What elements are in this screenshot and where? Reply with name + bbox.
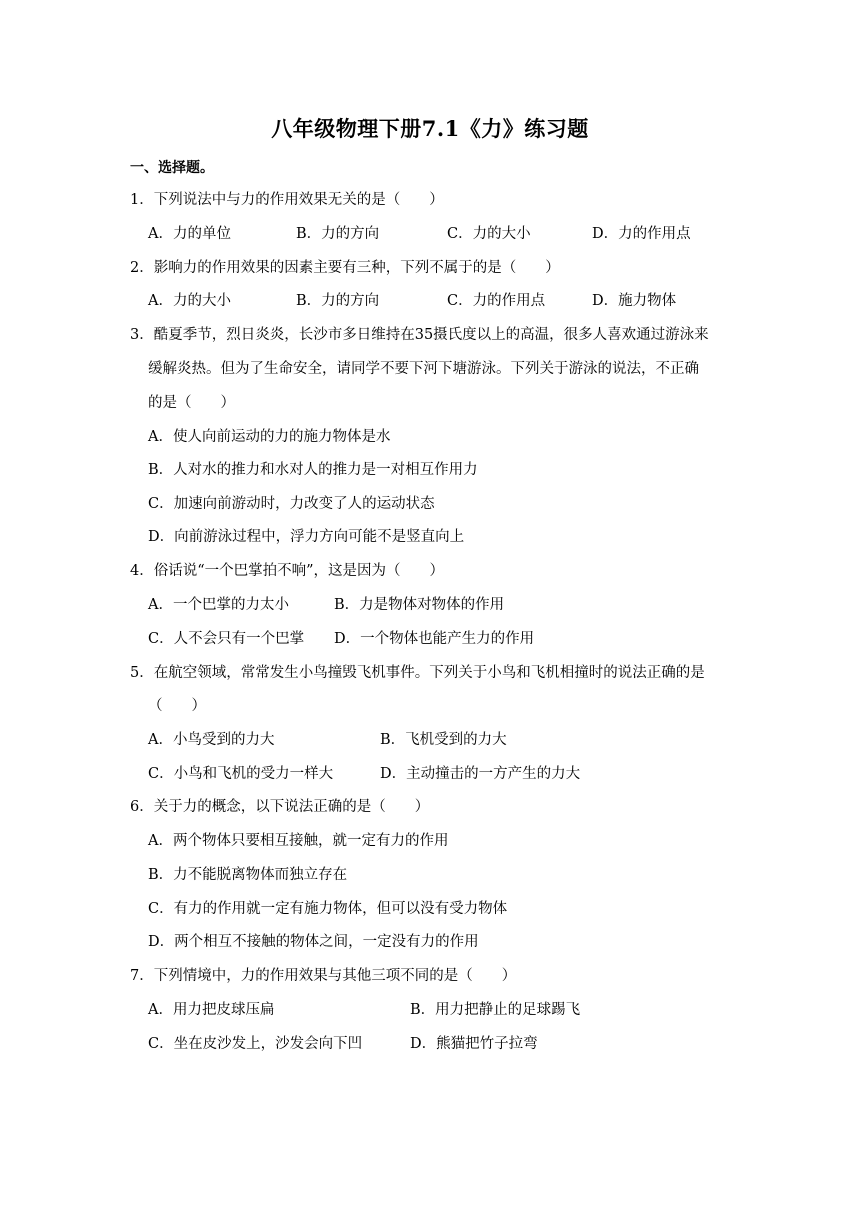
question-4-option-b: B．力是物体对物体的作用 — [334, 597, 505, 613]
question-5-stem-line-1: 5．在航空领域，常常发生小鸟撞毁飞机事件。下列关于小鸟和飞机相撞时的说法正确的是 — [130, 665, 705, 681]
question-2-option-d: D．施力物体 — [592, 293, 677, 309]
question-6-stem: 6．关于力的概念，以下说法正确的是（ ） — [130, 799, 430, 815]
question-6-option-d: D．两个相互不接触的物体之间，一定没有力的作用 — [148, 934, 479, 950]
question-2-stem: 2．影响力的作用效果的因素主要有三种，下列不属于的是（ ） — [130, 260, 560, 276]
question-3-stem-line-1: 3．酷夏季节，烈日炎炎，长沙市多日维持在35摄氏度以上的高温，很多人喜欢通过游泳来 — [130, 327, 709, 343]
question-1-option-d: D．力的作用点 — [592, 226, 691, 242]
question-2-option-a: A．力的大小 — [148, 293, 231, 309]
question-7-stem: 7．下列情境中，力的作用效果与其他三项不同的是（ ） — [130, 968, 517, 984]
question-5-option-a: A．小鸟受到的力大 — [148, 732, 275, 748]
question-6-option-b: B．力不能脱离物体而独立存在 — [148, 867, 348, 883]
question-4-option-c: C．人不会只有一个巴掌 — [148, 631, 305, 647]
question-2-option-b: B．力的方向 — [296, 293, 380, 309]
question-3-option-c: C．加速向前游动时，力改变了人的运动状态 — [148, 496, 435, 512]
section-heading: 一、选择题。 — [130, 160, 214, 176]
question-4-stem: 4．俗话说“一个巴掌拍不响”，这是因为（ ） — [130, 563, 445, 579]
question-3-option-a: A．使人向前运动的力的施力物体是水 — [148, 429, 391, 445]
question-3-option-d: D．向前游泳过程中，浮力方向可能不是竖直向上 — [148, 529, 465, 545]
question-4-option-d: D．一个物体也能产生力的作用 — [334, 631, 535, 647]
question-6-option-c: C．有力的作用就一定有施力物体，但可以没有受力物体 — [148, 901, 508, 917]
question-2-option-c: C．力的作用点 — [447, 293, 546, 309]
question-1-option-c: C．力的大小 — [447, 226, 531, 242]
question-1-stem: 1．下列说法中与力的作用效果无关的是（ ） — [130, 192, 444, 208]
page-title: 八年级物理下册7.1《力》练习题 — [271, 116, 589, 141]
question-1-option-b: B．力的方向 — [296, 226, 380, 242]
question-7-option-a: A．用力把皮球压扁 — [148, 1002, 275, 1018]
question-7-option-c: C．坐在皮沙发上，沙发会向下凹 — [148, 1036, 363, 1052]
question-3-stem-line-2: 缓解炎热。但为了生命安全，请同学不要下河下塘游泳。下列关于游泳的说法，不正确 — [148, 361, 699, 377]
question-5-stem-line-2: （ ） — [148, 698, 206, 714]
question-5-option-c: C．小鸟和飞机的受力一样大 — [148, 766, 334, 782]
question-5-option-b: B．飞机受到的力大 — [380, 732, 507, 748]
question-4-option-a: A．一个巴掌的力太小 — [148, 597, 289, 613]
question-5-option-d: D．主动撞击的一方产生的力大 — [380, 766, 581, 782]
question-7-option-d: D．熊猫把竹子拉弯 — [410, 1036, 538, 1052]
question-3-option-b: B．人对水的推力和水对人的推力是一对相互作用力 — [148, 462, 478, 478]
question-6-option-a: A．两个物体只要相互接触，就一定有力的作用 — [148, 833, 449, 849]
question-1-option-a: A．力的单位 — [148, 226, 231, 242]
question-7-option-b: B．用力把静止的足球踢飞 — [410, 1002, 581, 1018]
question-3-stem-line-3: 的是（ ） — [148, 395, 235, 411]
